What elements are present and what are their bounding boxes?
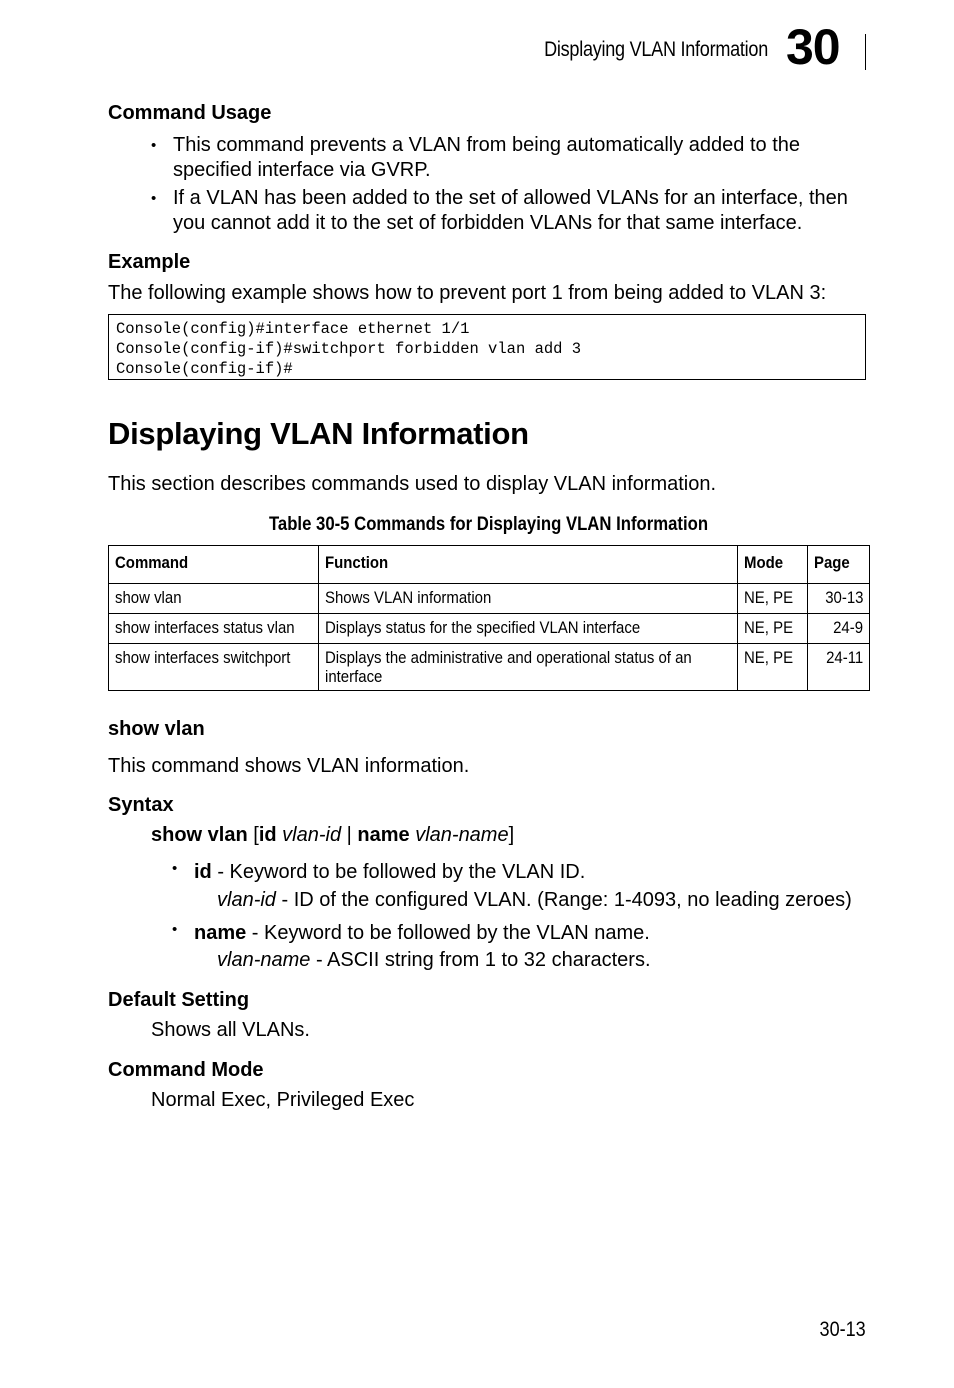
command-mode-heading: Command Mode <box>108 1059 264 1081</box>
cell-function: Displays the administrative and operational status of an interface <box>319 644 738 691</box>
chapter-number: 30 <box>786 19 840 75</box>
running-header-title: Displaying VLAN Information <box>544 38 768 61</box>
column-header-mode: Mode <box>738 546 808 584</box>
command-mode-text: Normal Exec, Privileged Exec <box>151 1089 415 1111</box>
default-setting-text: Shows all VLANs. <box>151 1019 310 1041</box>
commands-table <box>108 545 870 691</box>
column-header-command: Command <box>109 546 319 584</box>
param-id: id - Keyword to be followed by the VLAN ID. <box>194 861 586 883</box>
command-description: This command shows VLAN information. <box>108 755 470 777</box>
table-caption: Table 30-5 Commands for Displaying VLAN Information <box>268 514 708 535</box>
cell-mode: NE, PE <box>738 584 808 614</box>
cell-function: Displays status for the specified VLAN interface <box>319 614 738 644</box>
page-number: 30-13 <box>819 1318 866 1341</box>
command-usage-bullet: • If a VLAN has been added to the set of allowed VLANs for an interface, then you cannot add it to the set of forbidden VLANs for that same interface. <box>151 186 871 236</box>
command-usage-list <box>151 133 871 239</box>
cell-command: show vlan <box>109 584 319 614</box>
param-id-arg: vlan-id - ID of the configured VLAN. (Range: 1-4093, no leading zeroes) <box>217 889 852 911</box>
code-line: Console(config-if)# <box>116 360 293 378</box>
table-header-row <box>109 546 870 584</box>
cell-page: 30-13 <box>808 584 870 614</box>
table-row <box>109 584 870 614</box>
cell-mode: NE, PE <box>738 614 808 644</box>
table-row <box>109 644 870 691</box>
cell-mode: NE, PE <box>738 644 808 691</box>
example-heading: Example <box>108 251 191 273</box>
column-header-function: Function <box>319 546 738 584</box>
param-name: name - Keyword to be followed by the VLAN name. <box>194 922 650 944</box>
command-heading: show vlan <box>108 718 205 740</box>
cell-command: show interfaces status vlan <box>109 614 319 644</box>
example-text: The following example shows how to prevent port 1 from being added to VLAN 3: <box>108 282 827 304</box>
default-setting-heading: Default Setting <box>108 989 250 1011</box>
table-row <box>109 614 870 644</box>
cell-page: 24-11 <box>808 644 870 691</box>
param-bullet: • <box>172 921 178 938</box>
cell-command: show interfaces switchport <box>109 644 319 691</box>
param-bullet: • <box>172 860 178 877</box>
command-usage-bullet: • This command prevents a VLAN from being automatically added to the specified interface via GVRP. <box>151 133 871 183</box>
cell-page: 24-9 <box>808 614 870 644</box>
column-header-page: Page <box>808 546 870 584</box>
syntax-line: show vlan [id vlan-id | name vlan-name] <box>151 824 515 846</box>
param-name-arg: vlan-name - ASCII string from 1 to 32 characters. <box>217 949 651 971</box>
cell-function: Shows VLAN information <box>319 584 738 614</box>
syntax-heading: Syntax <box>108 794 174 816</box>
section-intro: This section describes commands used to display VLAN information. <box>108 473 717 495</box>
header-divider <box>865 34 866 70</box>
command-usage-heading: Command Usage <box>108 102 272 124</box>
code-line: Console(config)#interface ethernet 1/1 <box>116 320 470 338</box>
code-line: Console(config-if)#switchport forbidden vlan add 3 <box>116 340 582 358</box>
section-title: Displaying VLAN Information <box>108 416 529 451</box>
code-block <box>108 314 866 380</box>
